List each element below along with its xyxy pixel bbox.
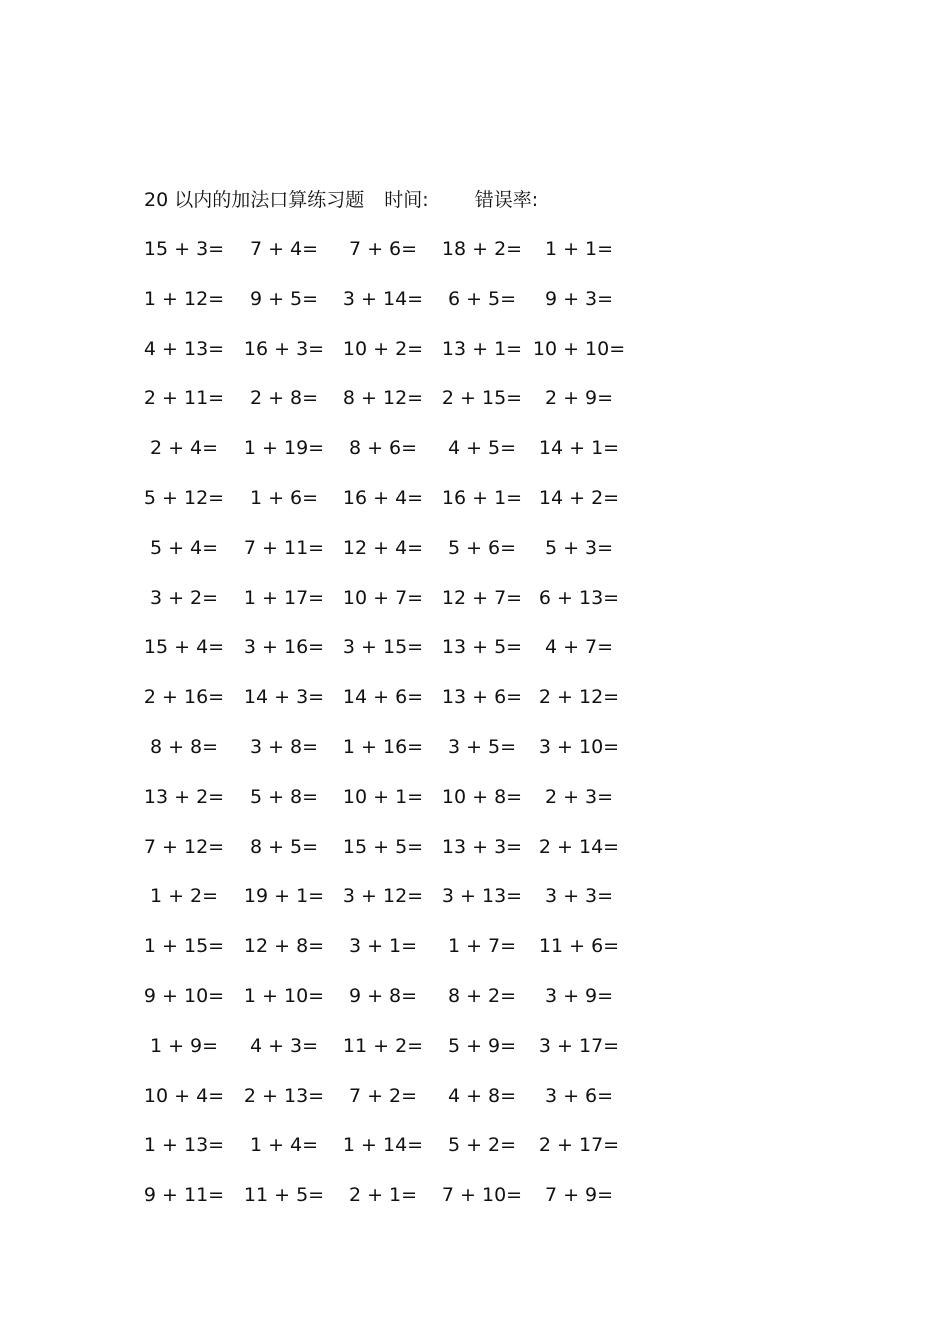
problem-item: 5 + 9=	[447, 1034, 517, 1057]
problem-item: 2 + 8=	[249, 387, 319, 410]
problem-item: 9 + 3=	[544, 287, 614, 310]
worksheet-title: 20 以内的加法口算练习题	[144, 189, 365, 211]
problem-row	[144, 1030, 644, 1080]
problem-item: 3 + 13=	[441, 885, 523, 908]
problem-item: 1 + 13=	[143, 1134, 225, 1157]
problem-item: 2 + 17=	[538, 1134, 620, 1157]
problem-item: 6 + 5=	[447, 287, 517, 310]
problem-item: 8 + 2=	[447, 984, 517, 1007]
problem-item: 3 + 1=	[348, 935, 418, 958]
problem-item: 3 + 16=	[243, 636, 325, 659]
problem-item: 14 + 2=	[538, 486, 620, 509]
problem-item: 1 + 9=	[149, 1034, 219, 1057]
problem-item: 3 + 2=	[149, 586, 219, 609]
problem-item: 3 + 3=	[544, 885, 614, 908]
problem-item: 19 + 1=	[243, 885, 325, 908]
problem-item: 1 + 19=	[243, 437, 325, 460]
problem-item: 3 + 15=	[342, 636, 424, 659]
problem-item: 13 + 2=	[143, 785, 225, 808]
problem-item: 2 + 1=	[348, 1184, 418, 1207]
problem-item: 5 + 2=	[447, 1134, 517, 1157]
problem-row	[144, 333, 644, 383]
problem-item: 12 + 8=	[243, 935, 325, 958]
problem-item: 4 + 5=	[447, 437, 517, 460]
problem-item: 1 + 17=	[243, 586, 325, 609]
problem-item: 7 + 9=	[544, 1184, 614, 1207]
problem-row	[144, 631, 644, 681]
problem-item: 2 + 11=	[143, 387, 225, 410]
problem-item: 2 + 12=	[538, 686, 620, 709]
problem-item: 3 + 6=	[544, 1084, 614, 1107]
problem-item: 13 + 5=	[441, 636, 523, 659]
problem-item: 11 + 6=	[538, 935, 620, 958]
problem-item: 1 + 10=	[243, 984, 325, 1007]
problem-item: 9 + 8=	[348, 984, 418, 1007]
problem-item: 11 + 2=	[342, 1034, 424, 1057]
problem-row	[144, 681, 644, 731]
problem-item: 16 + 4=	[342, 486, 424, 509]
problem-item: 15 + 5=	[342, 835, 424, 858]
problem-item: 2 + 4=	[149, 437, 219, 460]
problem-item: 8 + 5=	[249, 835, 319, 858]
problem-item: 1 + 1=	[544, 238, 614, 260]
problem-row	[144, 482, 644, 532]
problem-item: 1 + 14=	[342, 1134, 424, 1157]
problem-item: 1 + 7=	[447, 935, 517, 958]
problem-item: 9 + 5=	[249, 287, 319, 310]
problem-item: 13 + 6=	[441, 686, 523, 709]
problem-item: 9 + 10=	[143, 984, 225, 1007]
problem-item: 12 + 7=	[441, 586, 523, 609]
problem-item: 1 + 4=	[249, 1134, 319, 1157]
problem-item: 18 + 2=	[441, 238, 523, 260]
problem-row	[144, 980, 644, 1030]
problem-item: 7 + 11=	[243, 536, 325, 559]
problem-item: 5 + 6=	[447, 536, 517, 559]
problem-item: 9 + 11=	[143, 1184, 225, 1207]
worksheet-header	[144, 186, 538, 214]
problem-row	[144, 930, 644, 980]
problem-item: 8 + 12=	[342, 387, 424, 410]
problem-item: 2 + 13=	[243, 1084, 325, 1107]
problem-row	[144, 432, 644, 482]
problem-item: 4 + 13=	[143, 337, 225, 360]
problem-item: 13 + 1=	[441, 337, 523, 360]
problem-item: 2 + 3=	[544, 785, 614, 808]
problem-item: 3 + 5=	[447, 735, 517, 758]
problem-item: 5 + 8=	[249, 785, 319, 808]
problem-item: 10 + 7=	[342, 586, 424, 609]
problem-item: 3 + 12=	[342, 885, 424, 908]
problem-grid	[144, 233, 644, 1229]
problem-row	[144, 781, 644, 831]
problem-item: 3 + 8=	[249, 735, 319, 758]
problem-item: 14 + 6=	[342, 686, 424, 709]
problem-item: 10 + 2=	[342, 337, 424, 360]
problem-item: 8 + 8=	[149, 735, 219, 758]
problem-row	[144, 880, 644, 930]
problem-item: 11 + 5=	[243, 1184, 325, 1207]
problem-item: 1 + 2=	[149, 885, 219, 908]
problem-row	[144, 1129, 644, 1179]
problem-item: 2 + 9=	[544, 387, 614, 410]
problem-item: 5 + 3=	[544, 536, 614, 559]
problem-row	[144, 1179, 644, 1229]
problem-item: 3 + 17=	[538, 1034, 620, 1057]
problem-row	[144, 382, 644, 432]
problem-item: 8 + 6=	[348, 437, 418, 460]
problem-item: 10 + 1=	[342, 785, 424, 808]
problem-item: 3 + 10=	[538, 735, 620, 758]
problem-item: 7 + 10=	[441, 1184, 523, 1207]
problem-item: 16 + 1=	[441, 486, 523, 509]
problem-row	[144, 582, 644, 632]
problem-item: 6 + 13=	[538, 586, 620, 609]
problem-item: 14 + 3=	[243, 686, 325, 709]
problem-item: 4 + 3=	[249, 1034, 319, 1057]
problem-item: 4 + 7=	[544, 636, 614, 659]
problem-row	[144, 731, 644, 781]
problem-item: 2 + 15=	[441, 387, 523, 410]
problem-item: 1 + 15=	[143, 935, 225, 958]
problem-item: 2 + 14=	[538, 835, 620, 858]
problem-item: 10 + 8=	[441, 785, 523, 808]
problem-row	[144, 283, 644, 333]
problem-item: 7 + 4=	[249, 238, 319, 260]
problem-item: 7 + 12=	[143, 835, 225, 858]
problem-item: 10 + 4=	[143, 1084, 225, 1107]
problem-item: 1 + 6=	[249, 486, 319, 509]
problem-item: 15 + 3=	[143, 238, 225, 260]
problem-row	[144, 532, 644, 582]
problem-item: 3 + 14=	[342, 287, 424, 310]
problem-item: 14 + 1=	[538, 437, 620, 460]
error-rate-label: 错误率:	[474, 189, 539, 211]
problem-item: 13 + 3=	[441, 835, 523, 858]
problem-item: 15 + 4=	[143, 636, 225, 659]
problem-item: 1 + 16=	[342, 735, 424, 758]
problem-row	[144, 233, 644, 283]
problem-item: 2 + 16=	[143, 686, 225, 709]
problem-item: 12 + 4=	[342, 536, 424, 559]
problem-item: 3 + 9=	[544, 984, 614, 1007]
problem-item: 7 + 6=	[348, 238, 418, 260]
problem-row	[144, 1080, 644, 1130]
problem-item: 5 + 12=	[143, 486, 225, 509]
problem-item: 5 + 4=	[149, 536, 219, 559]
problem-item: 16 + 3=	[243, 337, 325, 360]
problem-item: 10 + 10=	[532, 337, 626, 360]
problem-row	[144, 831, 644, 881]
problem-item: 7 + 2=	[348, 1084, 418, 1107]
time-label: 时间:	[384, 189, 429, 211]
problem-item: 4 + 8=	[447, 1084, 517, 1107]
problem-item: 1 + 12=	[143, 287, 225, 310]
